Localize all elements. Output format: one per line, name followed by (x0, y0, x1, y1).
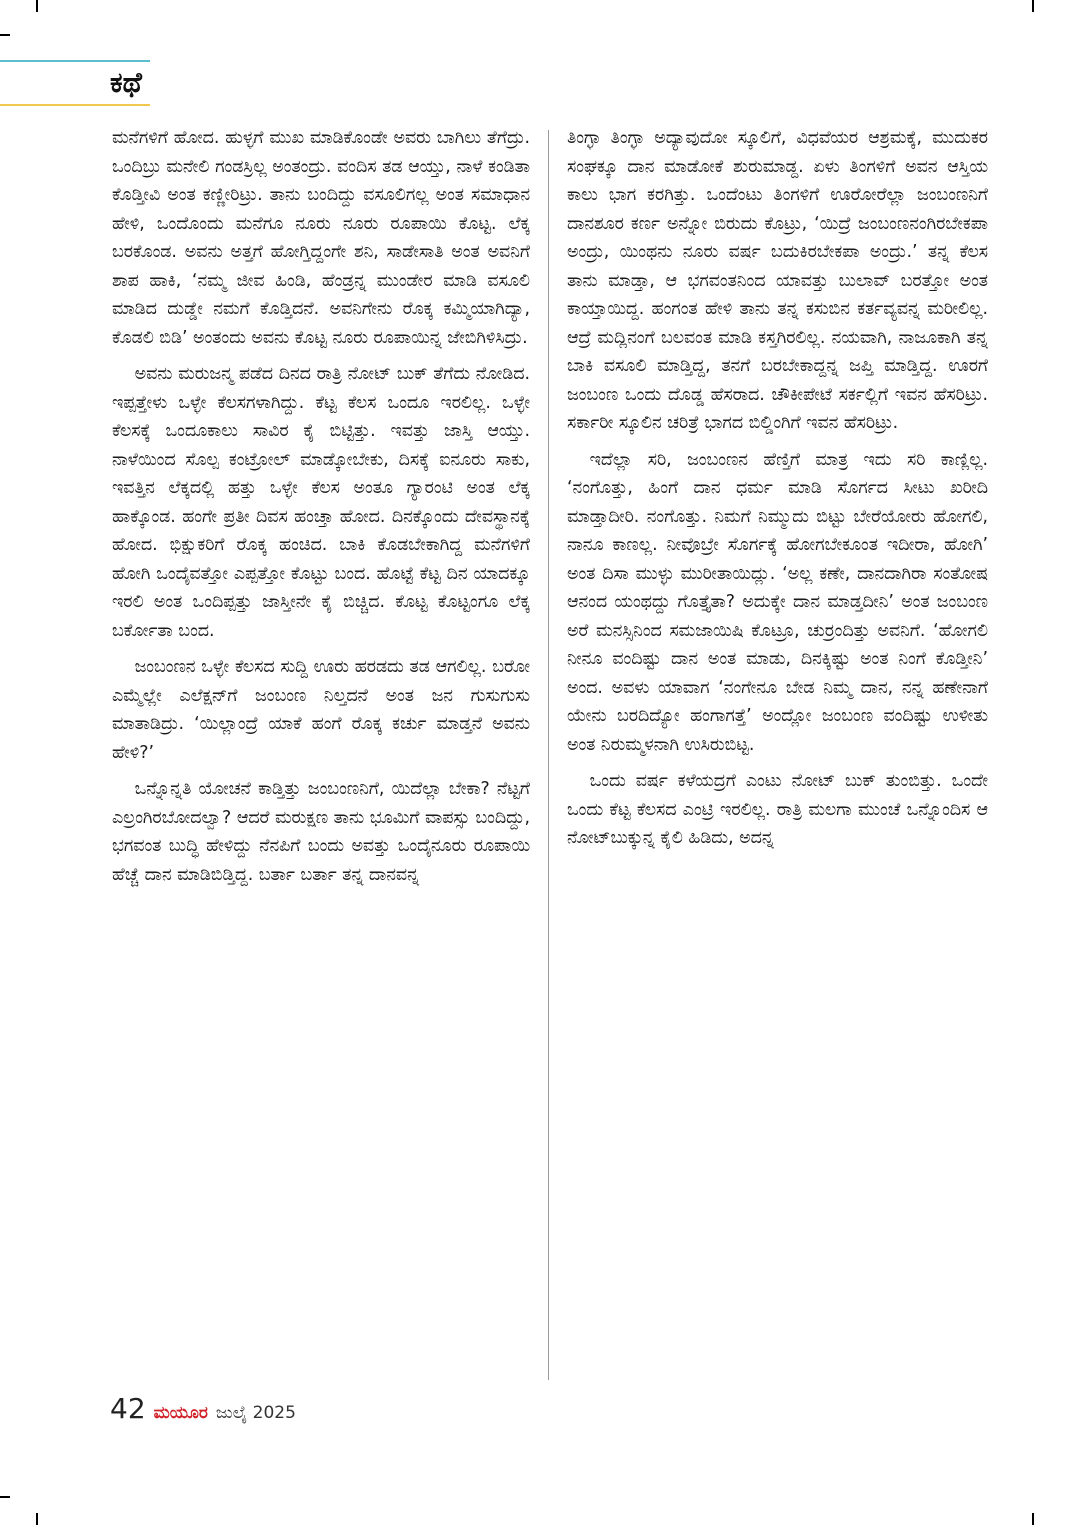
section-title: ಕಥೆ (110, 66, 142, 99)
crop-mark (36, 1513, 38, 1525)
page-number: 42 (110, 1392, 146, 1425)
paragraph: ತಿಂಗ್ಳಾ ತಿಂಗ್ಳಾ ಅದ್ಯಾವುದೋ ಸ್ಕೂಲಿಗೆ, ವಿಧವೆಯರ ಆಶ್ರಮಕ್ಕೆ, ಮುದುಕರ ಸಂಘಕ್ಕೂ ದಾನ ಮಾಡೋಕೆ ಶುರುಮಾಡ್ದ. ಏಳು ತಿಂಗಳಿಗೆ ಅವನ ಆಸ್ತಿಯ ಕಾಲು ಭಾಗ ಕರಗಿತ್ತು. ಒಂದೆಂಟು ತಿಂಗಳಿಗೆ ಊರೋರೆಲ್ಲಾ ಜಂಬಂಣನಿಗೆ ದಾನಶೂರ ಕರ್ಣ ಅನ್ನೋ ಬಿರುದು ಕೊಟ್ರು, ‘ಯಿದ್ರೆ ಜಂಬಂಣನಂಗಿರಬೇಕಪಾ ಅಂದ್ರು, ಯಿಂಥನು ನೂರು ವರ್ಷ ಬದುಕಿರಬೇಕಪಾ ಅಂದ್ರು.’ ತನ್ನ ಕೆಲಸ ತಾನು ಮಾಡ್ತಾ, ಆ ಭಗವಂತನಿಂದ ಯಾವತ್ತು ಬುಲಾವ್ ಬರತ್ತೋ ಅಂತ ಕಾಯ್ತಾಯಿದ್ದ. ಹಂಗಂತ ಹೇಳಿ ತಾನು ತನ್ನ ಕಸುಬಿನ ಕರ್ತವ್ಯವನ್ನ ಮರೀಲಿಲ್ಲ. ಆದ್ರೆ ಮದ್ಲಿನಂಗೆ ಬಲವಂತ ಮಾಡಿ ಕಸ್ತಗಿರಲಿಲ್ಲ. ನಯವಾಗಿ, ನಾಜೂಕಾಗಿ ತನ್ನ ಬಾಕಿ ವಸೂಲಿ ಮಾಡ್ತಿದ್ದ, ತನಗೆ ಬರಬೇಕಾದ್ದನ್ನ ಜಪ್ತಿ ಮಾಡ್ತಿದ್ದ. ಊರಗೆ ಜಂಬಂಣ ಒಂದು ದೊಡ್ಡ ಹೆಸರಾದ. ಚೌಕೀಪೇಟೆ ಸರ್ಕಲ್ಲಿಗೆ ಇವನ ಹೆಸರಿಟ್ರು. ಸರ್ಕಾರೀ ಸ್ಕೂಲಿನ ಚರಿತ್ರೆ ಭಾಗದ ಬಿಲ್ಡಿಂಗಿಗೆ ಇವನ ಹೆಸರಿಟ್ರು. (567, 128, 988, 433)
magazine-logo: ಮಯೂರ (153, 1403, 208, 1423)
column-divider (548, 130, 549, 1380)
section-rule-top (0, 60, 150, 62)
section-rule-bottom (0, 104, 150, 106)
right-column (567, 124, 988, 853)
crop-mark (1032, 0, 1034, 12)
crop-mark (1032, 1513, 1034, 1525)
left-column (112, 124, 530, 889)
paragraph: ಅವನು ಮರುಜನ್ಮ ಪಡೆದ ದಿನದ ರಾತ್ರಿ ನೋಟ್ ಬುಕ್ ತೆಗೆದು ನೋಡಿದ. ಇಪ್ಪತ್ತೇಳು ಒಳ್ಳೇ ಕೆಲಸಗಳಾಗಿದ್ದು. ಕೆಟ್ಟ ಕೆಲಸ ಒಂದೂ ಇರಲಿಲ್ಲ. ಒಳ್ಳೇ ಕೆಲಸಕ್ಕೆ ಒಂದೂಕಾಲು ಸಾವಿರ ಕೈ ಬಿಟ್ಟಿತ್ತು. ಇವತ್ತು ಜಾಸ್ತಿ ಆಯ್ತು. ನಾಳೆಯಿಂದ ಸೊಲ್ಪ ಕಂಟ್ರೋಲ್ ಮಾಡ್ಕೋಬೇಕು, ದಿಸಕ್ಕೆ ಐನೂರು ಸಾಕು, ಇವತ್ತಿನ ಲೆಕ್ಕದಲ್ಲಿ ಹತ್ತು ಒಳ್ಳೇ ಕೆಲಸ ಅಂತೂ ಗ್ಯಾರಂಟಿ ಅಂತ ಲೆಕ್ಕ ಹಾಕ್ಕೊಂಡ. ಹಂಗೇ ಪ್ರತೀ ದಿವಸ ಹಂಚ್ತಾ ಹೋದ. ದಿನಕ್ಕೊಂದು ದೇವಸ್ಥಾನಕ್ಕೆ ಹೋದ. ಭಿಕ್ಷುಕರಿಗೆ ರೊಕ್ಕ ಹಂಚಿದ. ಬಾಕಿ ಕೊಡಬೇಕಾಗಿದ್ದ ಮನೆಗಳಿಗೆ ಹೋಗಿ ಒಂದೈವತ್ತೋ ಎಪ್ಪತ್ತೋ ಕೊಟ್ಟು ಬಂದ. ಹೊಟ್ಟೆ ಕೆಟ್ಟ ದಿನ ಯಾದಕ್ಕೂ ಇರಲಿ ಅಂತ ಒಂದಿಪ್ಪತ್ತು ಜಾಸ್ತೀನೇ ಕೈ ಬಿಚ್ಚಿದ. ಕೊಟ್ಟ ಕೊಟ್ಟಂಗೂ ಲೆಕ್ಕ ಬರ್ಕೋತಾ ಬಂದ. (112, 364, 530, 641)
paragraph: ಒನ್ನೊನ್ನತಿ ಯೋಚನೆ ಕಾಡ್ತಿತ್ತು ಜಂಬಂಣನಿಗೆ, ಯಿದೆಲ್ಲಾ ಬೇಕಾ? ನೆಟ್ಟಗೆ ಎಲ್ರಂಗಿರಬೋದಲ್ವಾ? ಆದರೆ ಮರುಕ್ಷಣ ತಾನು ಭೂಮಿಗೆ ವಾಪಸ್ಸು ಬಂದಿದ್ದು, ಭಗವಂತ ಬುದ್ಧಿ ಹೇಳಿದ್ದು ನೆನಪಿಗೆ ಬಂದು ಅವತ್ತು ಒಂದೈನೂರು ರೂಪಾಯಿ ಹೆಚ್ಚೆ ದಾನ ಮಾಡಿಬಿಡ್ತಿದ್ದ. ಬರ್ತಾ ಬರ್ತಾ ತನ್ನ ದಾನವನ್ನ (112, 779, 530, 885)
crop-mark (0, 34, 10, 36)
crop-mark (36, 0, 38, 12)
paragraph: ಇದೆಲ್ಲಾ ಸರಿ, ಜಂಬಂಣನ ಹೆಣ್ತಿಗೆ ಮಾತ್ರ ಇದು ಸರಿ ಕಾಣ್ಲಿಲ್ಲ. ‘ನಂಗೊತ್ತು, ಹಿಂಗೆ ದಾನ ಧರ್ಮ ಮಾಡಿ ಸೊರ್ಗದ ಸೀಟು ಖರೀದಿ ಮಾಡ್ತಾದೀರಿ. ನಂಗೊತ್ತು. ನಿಮಗೆ ನಿಮ್ಮುದು ಬಿಟ್ಟು ಬೇರೆಯೋರು ಹೋಗಲಿ, ನಾನೂ ಕಾಣಲ್ಲ. ನೀವೊಬ್ರೇ ಸೊರ್ಗಕ್ಕೆ ಹೋಗಬೇಕೂಂತ ಇದೀರಾ, ಹೋಗಿ’ ಅಂತ ದಿಸಾ ಮುಳ್ಳು ಮುರೀತಾಯಿದ್ಲು. ‘ಅಲ್ಲ ಕಣೇ, ದಾನದಾಗಿರಾ ಸಂತೋಷ ಆನಂದ ಯಂಥದ್ದು ಗೊತ್ತೈತಾ? ಅದುಕ್ಕೇ ದಾನ ಮಾಡ್ತದೀನಿ’ ಅಂತ ಜಂಬಂಣ ಅರೆ ಮನಸ್ಸಿನಿಂದ ಸಮಜಾಯಿಷಿ ಕೊಟ್ರೂ, ಚುರ್ರಂದಿತ್ತು ಅವನಿಗೆ. ‘ಹೋಗಲಿ ನೀನೂ ವಂದಿಷ್ಟು ದಾನ ಅಂತ ಮಾಡು, ದಿನಕ್ಕಿಷ್ಟು ಅಂತ ನಿಂಗೆ ಕೊಡ್ತೀನಿ’ ಅಂದ. ಅವಳು ಯಾವಾಗ ‘ನಂಗೇನೂ ಬೇಡ ನಿಮ್ಮ ದಾನ, ನನ್ನ ಹಣೇನಾಗೆ ಯೇನು ಬರದಿದ್ಯೋ ಹಂಗಾಗತ್ತೆ’ ಅಂದ್ಲೋ ಜಂಬಂಣ ವಂದಿಷ್ಟು ಉಳೀತು ಅಂತ ನಿರುಮ್ಮಳನಾಗಿ ಉಸಿರುಬಿಟ್ಟ. (567, 449, 988, 755)
paragraph: ಜಂಬಂಣನ ಒಳ್ಳೇ ಕೆಲಸದ ಸುದ್ದಿ ಊರು ಹರಡದು ತಡ ಆಗಲಿಲ್ಲ. ಬರೋ ಎಮ್ಮೆಲ್ಲೇ ಎಲೆಕ್ಷನ್‌ಗೆ ಜಂಬಂಣ ನಿಲ್ತದನೆ ಅಂತ ಜನ ಗುಸುಗುಸು ಮಾತಾಡಿದ್ರು. ‘ಯಿಲ್ಲಾಂದ್ರೆ ಯಾಕೆ ಹಂಗೆ ರೊಕ್ಕ ಕರ್ಚು ಮಾಡ್ತನೆ ಅವನು ಹೇಳಿ?’ (112, 657, 530, 763)
issue-date: ಜುಲೈ 2025 (215, 1403, 296, 1423)
crop-mark (0, 1496, 10, 1498)
paragraph: ಒಂದು ವರ್ಷ ಕಳೆಯದ್ರಗೆ ಎಂಟು ನೋಟ್ ಬುಕ್ ತುಂಬಿತ್ತು. ಒಂದೇ ಒಂದು ಕೆಟ್ಟ ಕೆಲಸದ ಎಂಟ್ರಿ ಇರಲಿಲ್ಲ. ರಾತ್ರಿ ಮಲಗಾ ಮುಂಚೆ ಒನ್ನೊಂದಿಸ ಆ ನೋಟ್‌ಬುಕ್ಕುನ್ನ ಕೈಲಿ ಹಿಡಿದು, ಅದನ್ನ (567, 771, 988, 848)
page-footer (110, 1392, 296, 1425)
paragraph: ಮನೆಗಳಿಗೆ ಹೋದ. ಹುಳ್ಳಗೆ ಮುಖ ಮಾಡಿಕೊಂಡೇ ಅವರು ಬಾಗಿಲು ತೆಗೆದ್ರು. ಒಂದಿಬ್ರು ಮನೇಲಿ ಗಂಡಸ್ರಿಲ್ಲ ಅಂತಂದ್ರು. ವಂದಿಸ ತಡ ಆಯ್ತು, ನಾಳೆ ಕಂಡಿತಾ ಕೊಡ್ತೀವಿ ಅಂತ ಕಣ್ಣೀರಿಟ್ರು. ತಾನು ಬಂದಿದ್ದು ವಸೂಲಿಗಲ್ಲ ಅಂತ ಸಮಾಧಾನ ಹೇಳಿ, ಒಂದೊಂದು ಮನೆಗೂ ನೂರು ನೂರು ರೂಪಾಯಿ ಕೊಟ್ಟ. ಲೆಕ್ಕ ಬರಕೊಂಡ. ಅವನು ಅತ್ತಗೆ ಹೋಗ್ತಿದ್ದಂಗೇ ಶನಿ, ಸಾಡೇಸಾತಿ ಅಂತ ಅವನಿಗೆ ಶಾಪ ಹಾಕಿ, ‘ನಮ್ಮ ಜೀವ ಹಿಂಡಿ, ಹೆಂಡ್ರನ್ನ ಮುಂಡೇರ ಮಾಡಿ ವಸೂಲಿ ಮಾಡಿದ ದುಡ್ಡೇ ನಮಗೆ ಕೊಡ್ತಿದನೆ. ಅವನಿಗೇನು ರೊಕ್ಕ ಕಮ್ಮಿಯಾಗಿದ್ಯಾ, ಕೊಡಲಿ ಬಿಡಿ’ ಅಂತಂದು ಅವನು ಕೊಟ್ಟ ನೂರು ರೂಪಾಯಿನ್ನ ಜೇಬಿಗಿಳಿಸಿದ್ರು. (112, 128, 530, 348)
